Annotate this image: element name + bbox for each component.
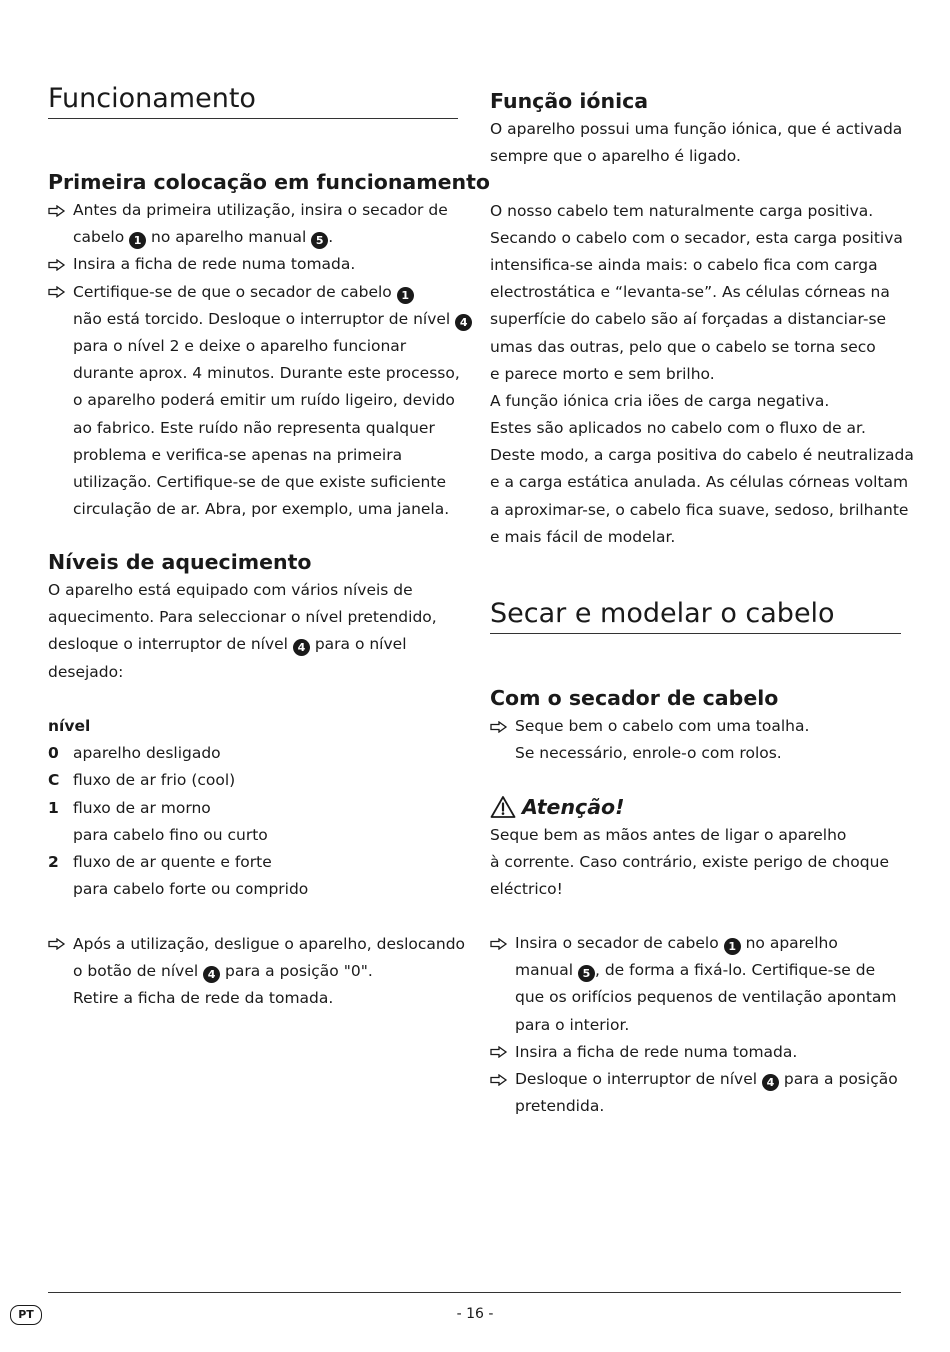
list-item: Após a utilização, desligue o aparelho, deslocando o botão de nível 4 para a posição "0". Retire a ficha de rede da tomada. <box>48 931 458 1013</box>
level-row: 0 aparelho desligado <box>48 744 221 763</box>
number-badge-icon: 4 <box>762 1074 779 1091</box>
level-row: 1 fluxo de ar morno <box>48 798 211 817</box>
section-title-secar: Secar e modelar o cabelo <box>490 597 901 634</box>
number-badge-icon: 1 <box>724 938 741 955</box>
dryer-steps <box>490 713 901 767</box>
hand-arrow-icon <box>490 713 515 740</box>
heading-first-use: Primeira colocação em funcionamento <box>48 170 491 194</box>
section-title-funcionamento: Funcionamento <box>48 82 458 119</box>
hand-arrow-icon <box>48 251 73 278</box>
first-use-steps <box>48 197 468 523</box>
list-item: Insira o secador de cabelo 1 no aparelho manual 5 , de forma a fixá-lo. Certifique-se de que os orifícios pequenos de ventilação apontam para o interior. <box>490 930 901 1039</box>
number-badge-icon: 4 <box>203 966 220 983</box>
hand-arrow-icon <box>490 1039 515 1066</box>
ionic-text: O aparelho possui uma função iónica, que é activada sempre que o aparelho é ligado. O nosso cabelo tem naturalmente carga positiva. Secando o cabelo com o secador, esta carga positiva intensifica-se ainda mais: o cabelo fica com carga electrostática e “levanta-se”. As células córneas na superfície do cabelo são aí forçadas a distanciar-se umas das outras, pelo que o cabelo se torna seco e parece morto e sem brilho. A função iónica cria iões de carga negativa. Estes são aplicados no cabelo com o fluxo de ar. Deste modo, a carga positiva do cabelo é neutralizada e a carga estática anulada. As células córneas voltam a aproximar-se, o cabelo fica suave, sedoso, brilhante e mais fácil de modelar. <box>490 120 914 546</box>
heading-ionic: Função iónica <box>490 89 649 113</box>
heading-heat-levels: Níveis de aquecimento <box>48 550 312 574</box>
list-item: Insira a ficha de rede numa tomada. <box>490 1039 901 1066</box>
hand-arrow-icon <box>490 1066 515 1093</box>
page-number: - 16 - <box>456 1306 494 1322</box>
hand-arrow-icon <box>490 930 515 957</box>
list-item: Antes da primeira utilização, insira o secador de cabelo 1 no aparelho manual 5 . <box>48 197 458 251</box>
number-badge-icon: 1 <box>129 232 146 249</box>
heat-levels-text: O aparelho está equipado com vários níveis de aquecimento. Para seleccionar o nível pretendido, desloque o interruptor de nível 4 para o nível desejado: nível 0 aparelho desligado C fluxo de ar frio (cool) 1 fluxo de ar morno para cabelo fino ou curto 2 fluxo de ar quente e forte para cabelo forte ou comprido Após a utilização, desligue o aparelho, deslocando o botão de nível 4 para a posição "0". Retire a ficha de rede da tomada. <box>48 577 458 1012</box>
number-badge-icon: 4 <box>455 314 472 331</box>
number-badge-icon: 5 <box>311 232 328 249</box>
assembly-steps <box>490 930 901 1120</box>
hand-arrow-icon <box>48 931 73 958</box>
hand-arrow-icon <box>48 279 73 306</box>
number-badge-icon: 1 <box>397 287 414 304</box>
level-label: nível <box>48 716 91 735</box>
list-item: Desloque o interruptor de nível 4 para a posição pretendida. <box>490 1066 901 1120</box>
warning-triangle-icon <box>490 795 516 819</box>
number-badge-icon: 4 <box>293 639 310 656</box>
warning-text: Seque bem as mãos antes de ligar o aparelho à corrente. Caso contrário, existe perigo de choque eléctrico! <box>490 826 889 899</box>
footer-divider <box>48 1292 901 1293</box>
level-row: C fluxo de ar frio (cool) <box>48 771 236 790</box>
number-badge-icon: 5 <box>578 965 595 982</box>
language-badge: PT <box>10 1305 42 1325</box>
list-item: Seque bem o cabelo com uma toalha. Se necessário, enrole-o com rolos. <box>490 713 901 767</box>
hand-arrow-icon <box>48 197 73 224</box>
list-item: Insira a ficha de rede numa tomada. <box>48 251 458 278</box>
list-item: Certifique-se de que o secador de cabelo 1 não está torcido. Desloque o interruptor de nível 4 para o nível 2 e deixe o aparelho funcionar durante aprox. 4 minutos. Durante este processo, o aparelho poderá emitir um ruído ligeiro, devido ao fabrico. Este ruído não representa qualquer problema e verifica-se apenas na primeira utilização. Certifique-se de que existe suficiente circulação de ar. Abra, por exemplo, uma janela. <box>48 279 458 524</box>
level-row: 2 fluxo de ar quente e forte <box>48 852 272 871</box>
heading-dryer: Com o secador de cabelo <box>490 686 779 710</box>
warning-heading: Atenção! <box>490 793 624 820</box>
